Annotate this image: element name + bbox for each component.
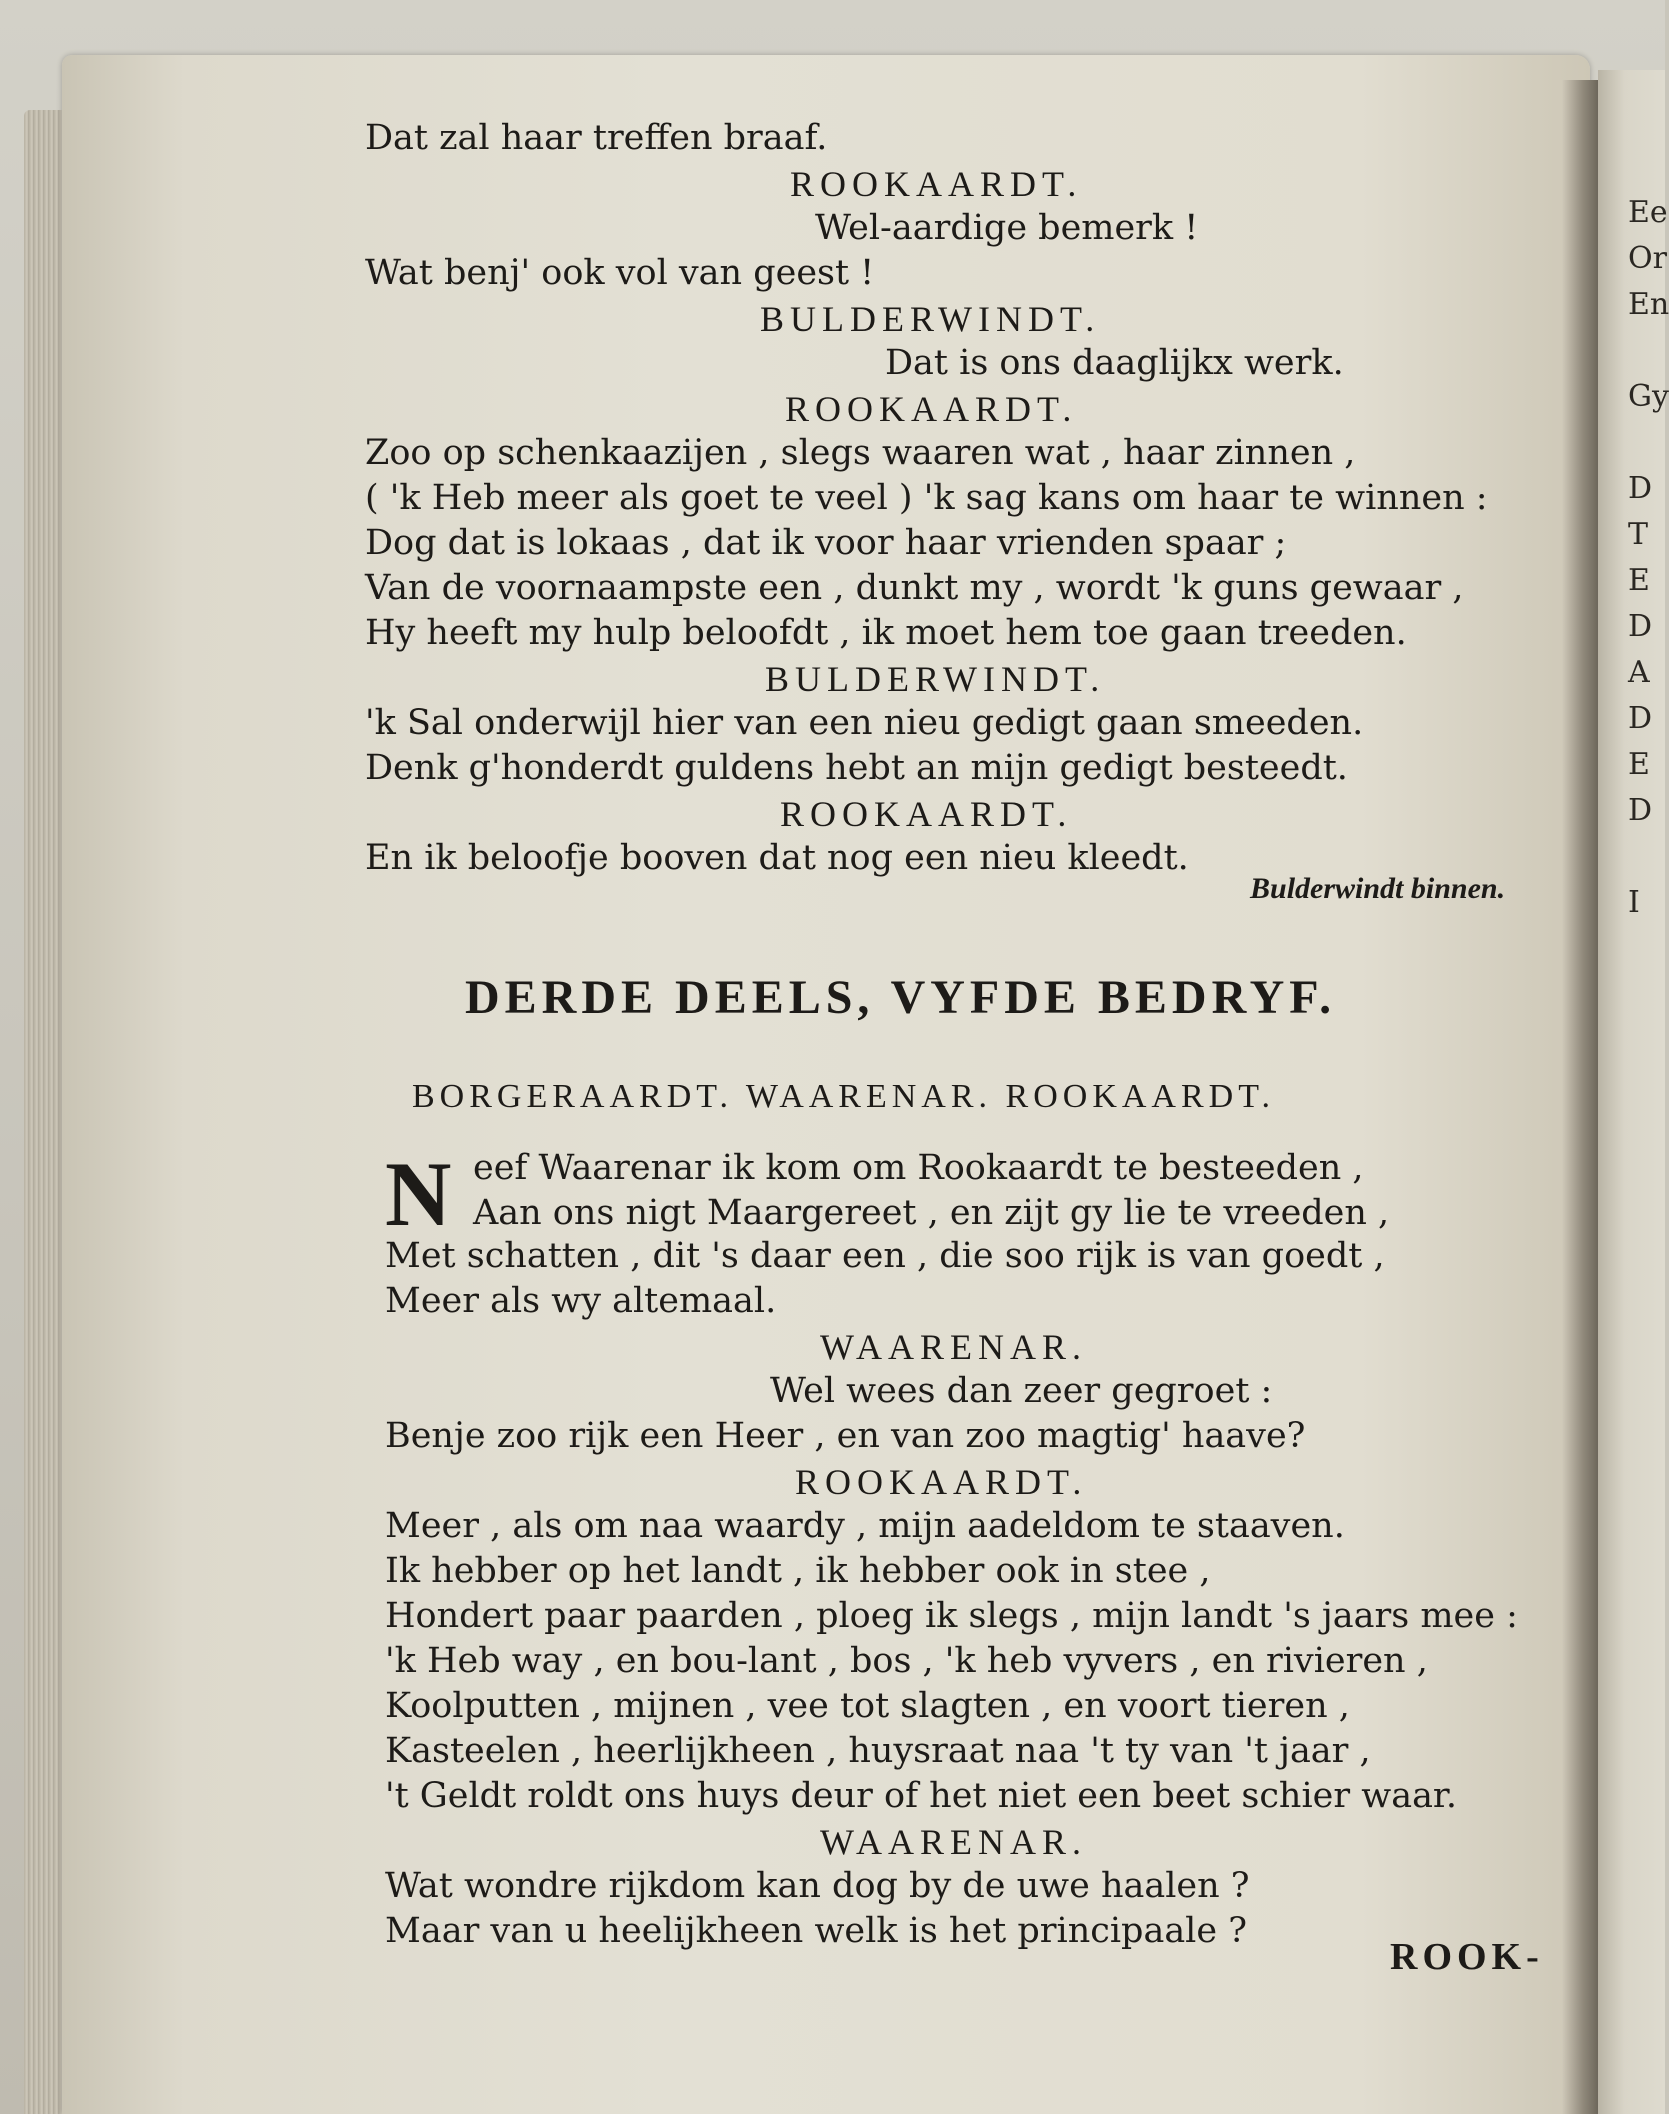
verse-line: Zoo op schenkaazijen , slegs waaren wat , haar zinnen , <box>365 433 1356 473</box>
speaker-name: ROOKAARDT. <box>785 389 1078 429</box>
verse-line: 'k Sal onderwijl hier van een nieu gedigt gaan smeeden. <box>365 703 1364 743</box>
speaker-name: ROOKAARDT. <box>780 794 1073 834</box>
book-gutter <box>1562 80 1598 2114</box>
verse-line: Met schatten , dit 's daar een , die soo rijk is van goedt , <box>385 1236 1385 1276</box>
verse-line: Aan ons nigt Maargereet , en zijt gy lie te vreeden , <box>473 1193 1390 1233</box>
facing-page-text <box>1628 190 1669 926</box>
verse-line: 't Geldt roldt ons huys deur of het niet een beet schier waar. <box>385 1776 1457 1816</box>
verse-line: Van de voornaampste een , dunkt my , wordt 'k guns gewaar , <box>365 568 1464 608</box>
verse-line: Hy heeft my hulp beloofdt , ik moet hem toe gaan treeden. <box>365 613 1407 653</box>
verse-line: Maar van u heelijkheen welk is het principaale ? <box>385 1911 1247 1951</box>
facing-page-fragment <box>1628 420 1665 466</box>
verse-line: Wel wees dan zeer gegroet : <box>770 1371 1273 1411</box>
speaker-name: WAARENAR. <box>820 1822 1087 1862</box>
cast-list: BORGERAARDT. WAARENAR. ROOKAARDT. <box>412 1078 1275 1115</box>
facing-page-fragment <box>1628 328 1665 374</box>
verse-line: Hondert paar paarden , ploeg ik slegs , mijn landt 's jaars mee : <box>385 1596 1518 1636</box>
verse-line: 'k Heb way , en bou-lant , bos , 'k heb vyvers , en rivieren , <box>385 1641 1428 1681</box>
facing-page-fragment: E <box>1628 563 1650 598</box>
facing-page-fragment: Or <box>1628 241 1667 276</box>
speaker-name: BULDERWINDT. <box>765 659 1106 699</box>
facing-page-fragment: D <box>1628 701 1653 736</box>
facing-page-fragment: Ee <box>1628 195 1668 230</box>
speaker-name: ROOKAARDT. <box>790 164 1083 204</box>
facing-page-fragment: T <box>1628 517 1649 552</box>
verse-line: Dog dat is lokaas , dat ik voor haar vrienden spaar ; <box>365 523 1287 563</box>
verse-line: Wel-aardige bemerk ! <box>815 208 1199 248</box>
speaker-name: BULDERWINDT. <box>760 299 1101 339</box>
facing-page-fragment: Gy <box>1628 379 1669 414</box>
facing-page-fragment <box>1628 834 1665 880</box>
verse-line: eef Waarenar ik kom om Rookaardt te besteeden , <box>473 1148 1364 1188</box>
verse-line: Meer als wy altemaal. <box>385 1281 777 1321</box>
facing-page-fragment: En <box>1628 287 1669 322</box>
speaker-name: WAARENAR. <box>820 1327 1087 1367</box>
verse-line: Koolputten , mijnen , vee tot slagten , en voort tieren , <box>385 1686 1350 1726</box>
verse-line: Wat wondre rijkdom kan dog by de uwe haalen ? <box>385 1866 1250 1906</box>
drop-cap: N <box>385 1143 452 1245</box>
facing-page-fragment: D <box>1628 793 1653 828</box>
facing-page-fragment: D <box>1628 609 1653 644</box>
verse-line: Denk g'honderdt guldens hebt an mijn gedigt besteedt. <box>365 748 1348 788</box>
stage-direction: Bulderwindt binnen. <box>1250 872 1506 905</box>
verse-line: Meer , als om naa waardy , mijn aadeldom te staaven. <box>385 1506 1345 1546</box>
speaker-name: ROOKAARDT. <box>795 1462 1088 1502</box>
verse-line: Kasteelen , heerlijkheen , huysraat naa 't ty van 't jaar , <box>385 1731 1371 1771</box>
act-heading: DERDE DEELS, VYFDE BEDRYF. <box>465 971 1337 1024</box>
verse-line: ( 'k Heb meer als goet te veel ) 'k sag kans om haar te winnen : <box>365 478 1488 518</box>
verse-line: Dat is ons daaglijkx werk. <box>885 343 1344 383</box>
facing-page-fragment: I <box>1628 885 1640 920</box>
catchword: ROOK- <box>1390 1936 1544 1978</box>
facing-page-fragment: E <box>1628 747 1650 782</box>
facing-page-fragment: A <box>1628 655 1650 690</box>
facing-page-fragment: D <box>1628 471 1653 506</box>
verse-line: Benje zoo rijk een Heer , en van zoo magtig' haave? <box>385 1416 1306 1456</box>
verse-line: Dat zal haar treffen braaf. <box>365 118 828 158</box>
verse-line: Wat benj' ook vol van geest ! <box>365 253 875 293</box>
verse-line: En ik beloofje booven dat nog een nieu kleedt. <box>365 838 1189 878</box>
verse-line: Ik hebber op het landt , ik hebber ook in stee , <box>385 1551 1211 1591</box>
